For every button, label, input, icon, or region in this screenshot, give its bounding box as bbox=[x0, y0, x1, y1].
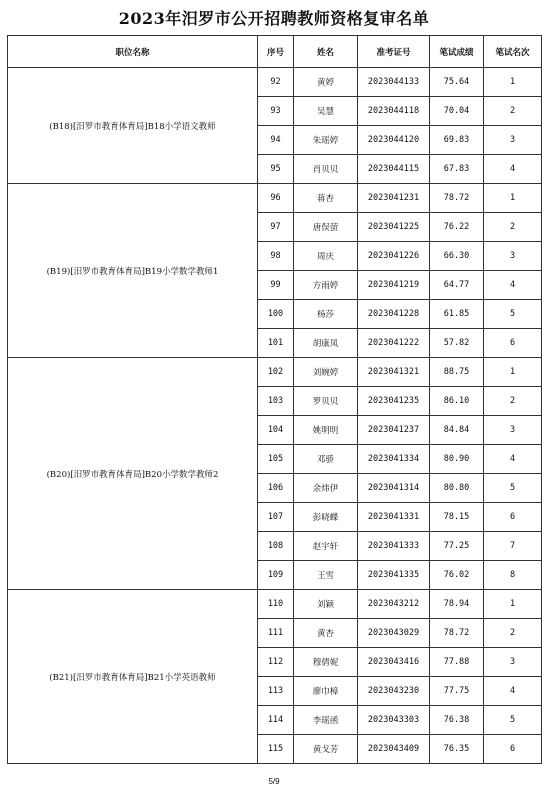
exam-id-cell: 2023041321 bbox=[358, 358, 430, 387]
seq-cell: 110 bbox=[258, 590, 294, 619]
header-name: 姓名 bbox=[294, 36, 358, 68]
name-cell: 彭晓蝶 bbox=[294, 503, 358, 532]
name-cell: 姚明明 bbox=[294, 416, 358, 445]
score-cell: 61.85 bbox=[430, 300, 484, 329]
seq-cell: 100 bbox=[258, 300, 294, 329]
exam-id-cell: 2023041335 bbox=[358, 561, 430, 590]
score-cell: 69.83 bbox=[430, 126, 484, 155]
rank-cell: 1 bbox=[484, 68, 542, 97]
seq-cell: 96 bbox=[258, 184, 294, 213]
seq-cell: 93 bbox=[258, 97, 294, 126]
exam-id-cell: 2023043029 bbox=[358, 619, 430, 648]
seq-cell: 105 bbox=[258, 445, 294, 474]
seq-cell: 104 bbox=[258, 416, 294, 445]
exam-id-cell: 2023041222 bbox=[358, 329, 430, 358]
score-cell: 77.75 bbox=[430, 677, 484, 706]
rank-cell: 1 bbox=[484, 358, 542, 387]
score-cell: 66.30 bbox=[430, 242, 484, 271]
name-cell: 方雨婷 bbox=[294, 271, 358, 300]
name-cell: 黄戈芳 bbox=[294, 735, 358, 764]
score-cell: 78.72 bbox=[430, 184, 484, 213]
rank-cell: 2 bbox=[484, 97, 542, 126]
seq-cell: 108 bbox=[258, 532, 294, 561]
exam-id-cell: 2023041225 bbox=[358, 213, 430, 242]
position-cell: (B21)[汨罗市教育体育局]B21小学英语教师 bbox=[8, 590, 258, 764]
rank-cell: 4 bbox=[484, 271, 542, 300]
rank-cell: 2 bbox=[484, 387, 542, 416]
score-cell: 86.10 bbox=[430, 387, 484, 416]
score-cell: 78.72 bbox=[430, 619, 484, 648]
exam-id-cell: 2023043230 bbox=[358, 677, 430, 706]
seq-cell: 109 bbox=[258, 561, 294, 590]
seq-cell: 113 bbox=[258, 677, 294, 706]
seq-cell: 102 bbox=[258, 358, 294, 387]
score-cell: 76.22 bbox=[430, 213, 484, 242]
rank-cell: 5 bbox=[484, 300, 542, 329]
rank-cell: 1 bbox=[484, 184, 542, 213]
page-number: 5/9 bbox=[268, 777, 280, 786]
exam-id-cell: 2023044115 bbox=[358, 155, 430, 184]
seq-cell: 112 bbox=[258, 648, 294, 677]
rank-cell: 4 bbox=[484, 445, 542, 474]
applicant-table bbox=[7, 35, 542, 764]
name-cell: 黄杏 bbox=[294, 619, 358, 648]
score-cell: 80.90 bbox=[430, 445, 484, 474]
score-cell: 76.02 bbox=[430, 561, 484, 590]
rank-cell: 5 bbox=[484, 474, 542, 503]
exam-id-cell: 2023043409 bbox=[358, 735, 430, 764]
score-cell: 70.04 bbox=[430, 97, 484, 126]
score-cell: 77.25 bbox=[430, 532, 484, 561]
name-cell: 王雪 bbox=[294, 561, 358, 590]
score-cell: 64.77 bbox=[430, 271, 484, 300]
score-cell: 67.83 bbox=[430, 155, 484, 184]
table-row bbox=[8, 184, 542, 213]
table-body bbox=[8, 68, 542, 764]
name-cell: 朱瑶婷 bbox=[294, 126, 358, 155]
table-row bbox=[8, 68, 542, 97]
position-cell: (B19)[汨罗市教育体育局]B19小学数学教师1 bbox=[8, 184, 258, 358]
page-title: 2023年汨罗市公开招聘教师资格复审名单 bbox=[118, 9, 430, 28]
table-header-row bbox=[8, 36, 542, 68]
score-cell: 57.82 bbox=[430, 329, 484, 358]
header-position: 职位名称 bbox=[8, 36, 258, 68]
score-cell: 88.75 bbox=[430, 358, 484, 387]
exam-id-cell: 2023041333 bbox=[358, 532, 430, 561]
exam-id-cell: 2023041237 bbox=[358, 416, 430, 445]
name-cell: 吴慧 bbox=[294, 97, 358, 126]
header-seq: 序号 bbox=[258, 36, 294, 68]
exam-id-cell: 2023044120 bbox=[358, 126, 430, 155]
rank-cell: 3 bbox=[484, 648, 542, 677]
rank-cell: 3 bbox=[484, 416, 542, 445]
exam-id-cell: 2023043303 bbox=[358, 706, 430, 735]
name-cell: 肖贝贝 bbox=[294, 155, 358, 184]
seq-cell: 114 bbox=[258, 706, 294, 735]
name-cell: 杨莎 bbox=[294, 300, 358, 329]
position-cell: (B20)[汨罗市教育体育局]B20小学数学教师2 bbox=[8, 358, 258, 590]
exam-id-cell: 2023041334 bbox=[358, 445, 430, 474]
exam-id-cell: 2023041219 bbox=[358, 271, 430, 300]
seq-cell: 92 bbox=[258, 68, 294, 97]
exam-id-cell: 2023041228 bbox=[358, 300, 430, 329]
seq-cell: 106 bbox=[258, 474, 294, 503]
name-cell: 罗贝贝 bbox=[294, 387, 358, 416]
exam-id-cell: 2023041235 bbox=[358, 387, 430, 416]
name-cell: 周庆 bbox=[294, 242, 358, 271]
table-row bbox=[8, 358, 542, 387]
rank-cell: 2 bbox=[484, 619, 542, 648]
rank-cell: 1 bbox=[484, 590, 542, 619]
rank-cell: 6 bbox=[484, 329, 542, 358]
exam-id-cell: 2023043416 bbox=[358, 648, 430, 677]
position-cell: (B18)[汨罗市教育体育局]B18小学语文教师 bbox=[8, 68, 258, 184]
seq-cell: 99 bbox=[258, 271, 294, 300]
exam-id-cell: 2023041226 bbox=[358, 242, 430, 271]
exam-id-cell: 2023041314 bbox=[358, 474, 430, 503]
rank-cell: 7 bbox=[484, 532, 542, 561]
rank-cell: 6 bbox=[484, 503, 542, 532]
seq-cell: 95 bbox=[258, 155, 294, 184]
name-cell: 黄婷 bbox=[294, 68, 358, 97]
name-cell: 赵宇轩 bbox=[294, 532, 358, 561]
rank-cell: 3 bbox=[484, 126, 542, 155]
name-cell: 唐俣萤 bbox=[294, 213, 358, 242]
rank-cell: 4 bbox=[484, 677, 542, 706]
header-score: 笔试成绩 bbox=[430, 36, 484, 68]
header-exam-id: 准考证号 bbox=[358, 36, 430, 68]
name-cell: 廖巾樟 bbox=[294, 677, 358, 706]
name-cell: 蒋杏 bbox=[294, 184, 358, 213]
seq-cell: 111 bbox=[258, 619, 294, 648]
rank-cell: 5 bbox=[484, 706, 542, 735]
name-cell: 刘颖 bbox=[294, 590, 358, 619]
seq-cell: 98 bbox=[258, 242, 294, 271]
score-cell: 77.88 bbox=[430, 648, 484, 677]
seq-cell: 115 bbox=[258, 735, 294, 764]
table-row bbox=[8, 590, 542, 619]
score-cell: 80.80 bbox=[430, 474, 484, 503]
name-cell: 李瑶函 bbox=[294, 706, 358, 735]
name-cell: 余炜伊 bbox=[294, 474, 358, 503]
score-cell: 75.64 bbox=[430, 68, 484, 97]
rank-cell: 8 bbox=[484, 561, 542, 590]
score-cell: 78.15 bbox=[430, 503, 484, 532]
exam-id-cell: 2023041231 bbox=[358, 184, 430, 213]
seq-cell: 107 bbox=[258, 503, 294, 532]
exam-id-cell: 2023041331 bbox=[358, 503, 430, 532]
score-cell: 76.38 bbox=[430, 706, 484, 735]
header-rank: 笔试名次 bbox=[484, 36, 542, 68]
score-cell: 76.35 bbox=[430, 735, 484, 764]
name-cell: 邓骄 bbox=[294, 445, 358, 474]
exam-id-cell: 2023043212 bbox=[358, 590, 430, 619]
rank-cell: 6 bbox=[484, 735, 542, 764]
score-cell: 78.94 bbox=[430, 590, 484, 619]
seq-cell: 94 bbox=[258, 126, 294, 155]
exam-id-cell: 2023044133 bbox=[358, 68, 430, 97]
seq-cell: 103 bbox=[258, 387, 294, 416]
name-cell: 穆倩妮 bbox=[294, 648, 358, 677]
rank-cell: 2 bbox=[484, 213, 542, 242]
seq-cell: 97 bbox=[258, 213, 294, 242]
name-cell: 刘婉婷 bbox=[294, 358, 358, 387]
exam-id-cell: 2023044118 bbox=[358, 97, 430, 126]
score-cell: 84.84 bbox=[430, 416, 484, 445]
seq-cell: 101 bbox=[258, 329, 294, 358]
name-cell: 胡康凤 bbox=[294, 329, 358, 358]
rank-cell: 3 bbox=[484, 242, 542, 271]
rank-cell: 4 bbox=[484, 155, 542, 184]
